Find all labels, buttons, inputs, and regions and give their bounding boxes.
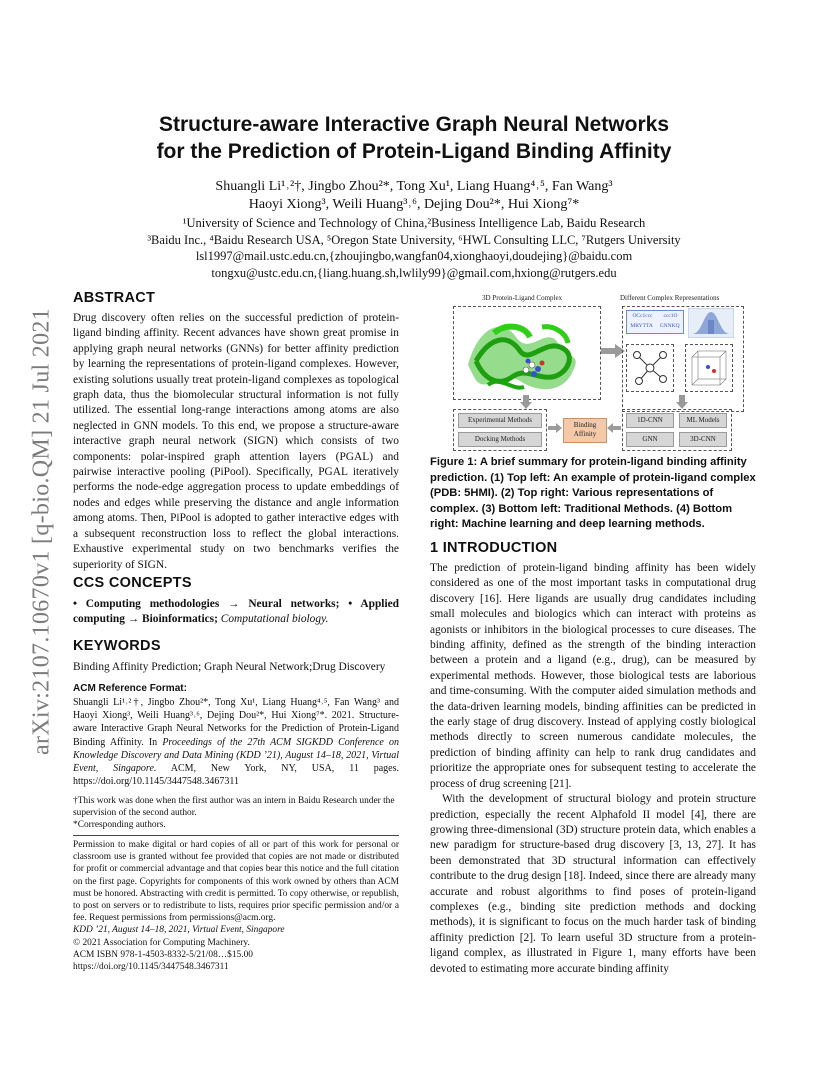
experimental-methods-box: Experimental Methods xyxy=(458,413,542,428)
ccs-subterm: Computational biology. xyxy=(220,613,329,626)
footnotes xyxy=(73,795,399,832)
abstract-section xyxy=(73,290,399,573)
keywords-heading: KEYWORDS xyxy=(73,638,161,654)
seq-code-2: ccc1O xyxy=(663,313,678,319)
paper-title xyxy=(90,111,738,165)
affiliation-line-1: ¹University of Science and Technology of China,²Business Intelligence Lab, Baidu Research xyxy=(182,216,646,230)
acm-ref-proceedings: Proceedings of the 27th ACM SIGKDD Conference on Knowledge Discovery and Data Mining (KDD ’21), August 14–18, 2021, Virtual Event, Singapore. xyxy=(73,736,399,775)
figure-caption: Figure 1: A brief summary for protein-ligand binding affinity prediction. (1) Top left: An example of protein-ligand complex (PDB: 5HMI). (2) Top right: Various representations of complex. (3) Bottom left: Traditional Methods. (4) Bottom right: Machine learning and deep learning methods. xyxy=(430,456,756,530)
doi-line: https://doi.org/10.1145/3447548.3467311 xyxy=(73,962,229,973)
copyright-line: © 2021 Association for Computing Machinery. xyxy=(73,937,250,948)
permission-text: Permission to make digital or hard copies of all or part of this work for personal or classroom use is granted without fee provided that copies are not made or distributed for profit or commercial advantage and that copies bear this notice and the full citation on the first page. Copyrights for components of this work owned by others than ACM must be honored. Abstracting with credit is permitted. To copy otherwise, or republish, to post on servers or to redistribute to lists, requires prior specific permission and/or a fee. Request permissions from permissions@acm.org. xyxy=(73,840,399,924)
seq-code-3: MRYTTA xyxy=(630,323,653,329)
title-line-2: for the Prediction of Protein-Ligand Binding Affinity xyxy=(156,140,672,163)
permission-block xyxy=(73,839,399,973)
venue-line: KDD ’21, August 14–18, 2021, Virtual Event, Singapore xyxy=(73,925,285,936)
molecular-graph-icon xyxy=(627,345,673,391)
arrow-down-icon xyxy=(520,395,532,409)
authors-line-2: Haoyi Xiong³, Weili Huang³˒⁶, Dejing Dou²*, Hui Xiong⁷* xyxy=(248,197,580,212)
acm-reference xyxy=(73,682,399,788)
intro-paragraph-1: The prediction of protein-ligand binding affinity has been widely considered as one of the most important tasks in computational drug discovery [16]. Here ligands are usually drug candidates including small molecules and biologics which can interact with proteins as agonists or inhibitors in the biological processes to cure diseases. The binding affinity, defined as the strength of the binding interaction between a protein and a ligand (e.g., drug), can be measured by experimental methods. However, those biological tests are laborious and time-consuming. With the computer aided simulation methods and the data-driven learning models, binding affinities can be predicted in the early stage of drug discovery. Instead of applying costly biological methods directly to screen numerous candidate molecules, the prediction of binding affinity can help to rank drug candidates and prioritize the appropriate ones for subsequent testing to accelerate the process of drug screening [21]. xyxy=(430,562,756,790)
title-line-1: Structure-aware Interactive Graph Neural Networks xyxy=(158,113,669,136)
ccs-heading: CCS CONCEPTS xyxy=(73,575,192,591)
intro-paragraph-2: With the development of structural biology and protein structure prediction, especially the recent Alphafold II model [4], there are growing three-dimensional (3D) structure protein data, which enables a new paradigm for structure-based drug discovery [3, 13, 27]. It has been demonstrated that 3D structural information can effectively contribute to the drug design [18]. Indeed, since there are already many accurate and robust algorithms to find poses of protein-ligand complexes (e.g., binding site prediction methods and docking methods), it is significant to focus on the much harder task of binding affinity prediction [2]. To learn useful 3D structure from a protein-ligand complex, as illustrated in Figure 1, many efforts have been devoted to estimating more accurate binding affinity xyxy=(430,793,756,975)
descriptor-histogram-icon xyxy=(688,308,734,338)
introduction-section xyxy=(430,540,756,977)
abstract-heading: ABSTRACT xyxy=(73,290,156,306)
isbn-line: ACM ISBN 978-1-4503-8332-5/21/08…$15.00 xyxy=(73,949,253,960)
fig-label-representations: Different Complex Representations xyxy=(620,294,720,302)
acm-ref-part-b: ACM, New York, NY, USA, 11 pages. https://doi.org/10.1145/3447548.3467311 xyxy=(73,763,399,788)
figure-1 xyxy=(430,292,756,452)
seq-code-4: GNNKQ xyxy=(659,323,680,329)
ccs-terms: • Computing methodologies → Neural networks; • Applied computing → Bioinformatics; xyxy=(73,598,399,626)
acm-ref-part-a: Shuangli Li¹˒²†, Jingbo Zhou²*, Tong Xu¹, Liang Huang⁴˒⁵, Fan Wang³ and Haoyi Xiong³, Weili Huang³˒⁶, Dejing Dou²*, Hui Xiong⁷*. 2021. Structure-aware Interactive Graph Neural Networks for the Prediction of Protein-Ligand Binding Affinity. In xyxy=(73,697,399,748)
arrow-down-icon xyxy=(676,395,688,409)
arxiv-stamp: arXiv:2107.10670v1 [q-bio.QM] 21 Jul 2021 xyxy=(28,308,55,755)
ccs-text xyxy=(73,597,399,628)
permission-divider xyxy=(73,835,399,836)
keywords-section xyxy=(73,638,399,675)
sequence-card xyxy=(626,310,684,334)
affiliation-line-4: tongxu@ustc.edu.cn,{liang.huang.sh,lwlily99}@gmail.com,hxiong@rutgers.edu xyxy=(211,265,617,280)
author-list xyxy=(90,178,738,214)
cnn1d-box: 1D-CNN xyxy=(626,413,674,428)
protein-structure-image xyxy=(454,307,600,399)
arrow-left-icon xyxy=(607,423,621,433)
footnote-1: †This work was done when the first author was an intern in Baidu Research under the supervision of the second author. xyxy=(73,796,395,819)
acm-ref-text xyxy=(73,696,399,788)
seq-code-1: OCc1ccc xyxy=(632,313,653,319)
keywords-text: Binding Affinity Prediction; Graph Neural Network;Drug Discovery xyxy=(73,661,386,673)
acm-ref-heading: ACM Reference Format: xyxy=(73,683,187,694)
protein-panel xyxy=(453,306,601,400)
ccs-section xyxy=(73,575,399,628)
authors-line-1: Shuangli Li¹˒²†, Jingbo Zhou²*, Tong Xu¹, Liang Huang⁴˒⁵, Fan Wang³ xyxy=(215,179,613,194)
affiliation-line-2: ³Baidu Inc., ⁴Baidu Research USA, ⁵Oregon State University, ⁶HWL Consulting LLC, ⁷Rutgers University xyxy=(147,232,681,247)
affiliation-line-3: lsl1997@mail.ustc.edu.cn,{zhoujingbo,wangfan04,xionghaoyi,doudejing}@baidu.com xyxy=(195,249,633,263)
affiliations xyxy=(90,215,738,281)
arrow-right-icon xyxy=(548,423,562,433)
abstract-text: Drug discovery often relies on the successful prediction of protein-ligand binding affinity. Recent advances have shown great promise in applying graph neural networks (GNNs) for better affinity prediction by learning the representations of protein-ligand complexes. However, existing solutions usually treat protein-ligand complexes as topological graph data, thus the biomolecular structural information is not fully utilized. The essential long-range interactions among atoms are also neglected in GNN models. To this end, we propose a structure-aware interactive graph neural network (SIGN) which consists of two components: polar-inspired graph attention layers (PGAL) and pairwise interactive pooling (PiPool). Specifically, PGAL iteratively performs the node-edge aggregation process to update embeddings of nodes and edges while preserving the distance and angle information among atoms. Then, PiPool is adopted to gather interactive edges with a subsequent reconstruction loss to reflect the global interactions. Exhaustive experimental study on two benchmarks verifies the superiority of SIGN. xyxy=(73,312,399,571)
gnn-box: GNN xyxy=(626,432,674,447)
grid-panel xyxy=(685,344,733,392)
graph-panel xyxy=(626,344,674,392)
intro-heading: 1 INTRODUCTION xyxy=(430,540,558,556)
cnn3d-box: 3D-CNN xyxy=(679,432,727,447)
voxel-grid-icon xyxy=(686,345,732,391)
ml-models-box: ML Models xyxy=(679,413,727,428)
docking-methods-box: Docking Methods xyxy=(458,432,542,447)
footnote-2: *Corresponding authors. xyxy=(73,820,166,831)
fig-label-complex: 3D Protein-Ligand Complex xyxy=(482,294,563,302)
binding-affinity-box: Binding Affinity xyxy=(563,418,607,443)
